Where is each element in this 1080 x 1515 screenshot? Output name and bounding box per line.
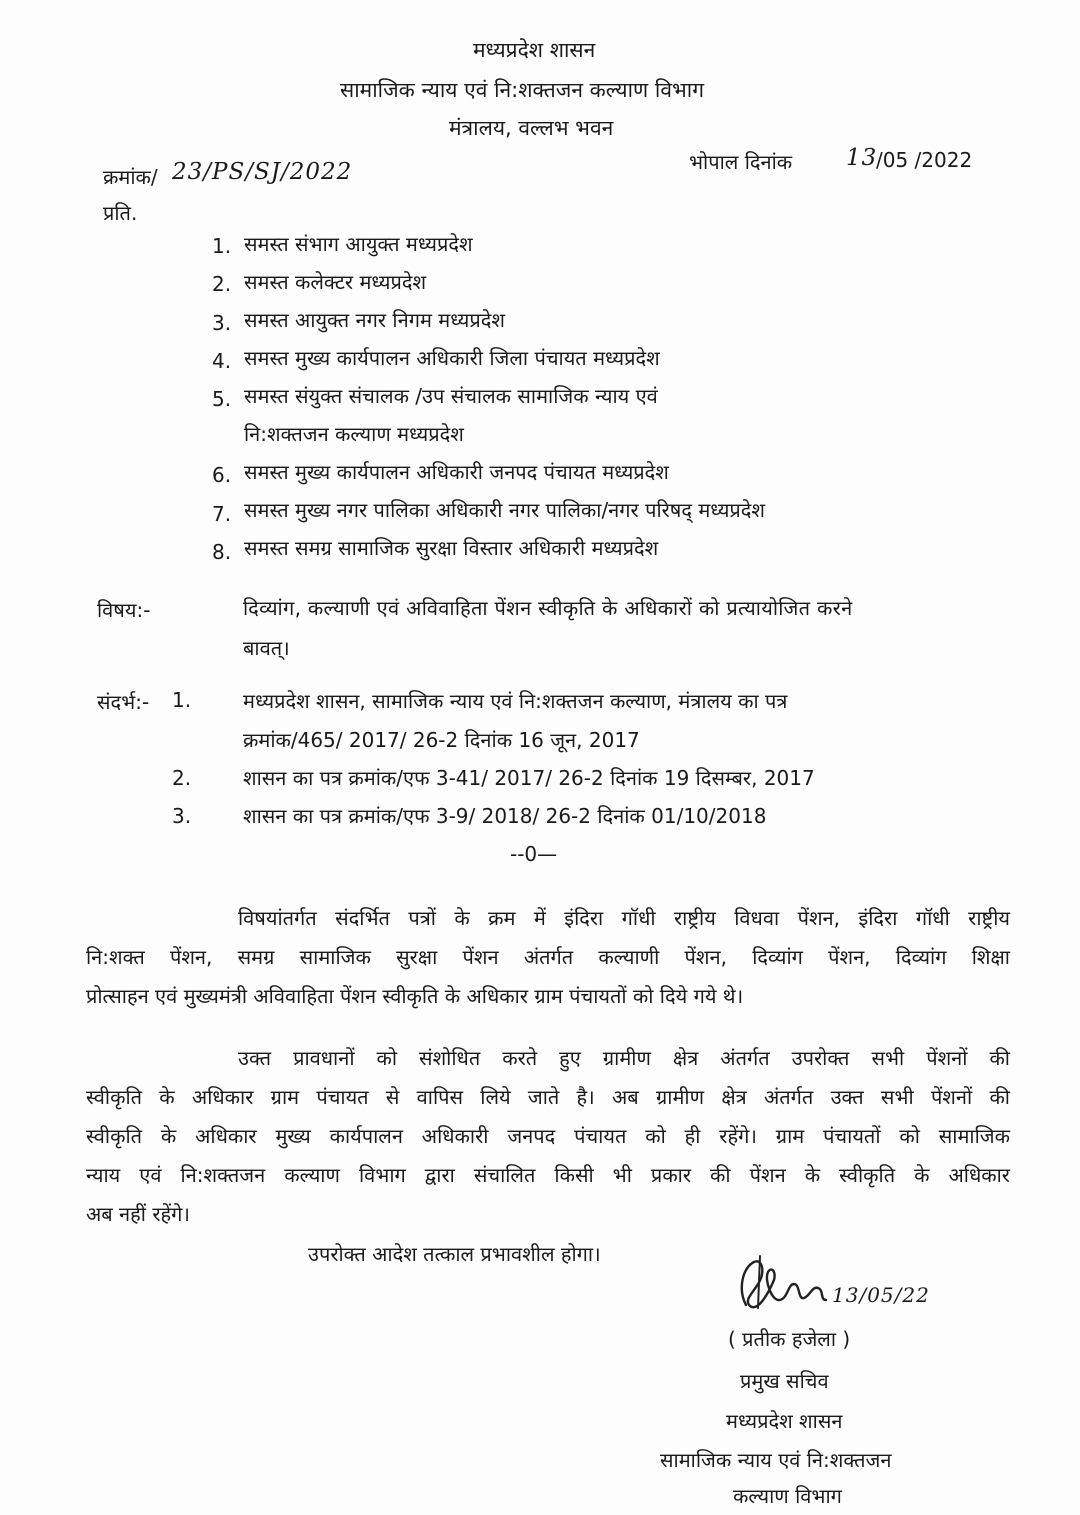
body-paragraph-2-line-5: अब नहीं रहेंगे। bbox=[86, 1202, 190, 1226]
recipient-text: समस्त आयुक्त नगर निगम मध्यप्रदेश bbox=[244, 308, 505, 332]
recipient-number: 6. bbox=[212, 463, 232, 487]
ref-number-label: क्रमांक/ bbox=[103, 165, 158, 189]
recipient-number: 2. bbox=[212, 272, 232, 296]
recipient-text: समस्त मुख्य कार्यपालन अधिकारी जनपद पंचायत मध्यप्रदेश bbox=[244, 460, 669, 484]
recipient-text: समस्त मुख्य नगर पालिका अधिकारी नगर पालिका/नगर परिषद् मध्यप्रदेश bbox=[244, 498, 766, 522]
body-paragraph-2-line-4: न्याय एवं नि:शक्तजन कल्याण विभाग द्वारा संचालित किसी भी प्रकार की पेंशन के स्वीकृति के अधिकार bbox=[86, 1163, 1010, 1187]
date-day-handwritten: 13 bbox=[846, 145, 878, 171]
recipient-text: समस्त समग्र सामाजिक सुरक्षा विस्तार अधिकारी मध्यप्रदेश bbox=[244, 536, 659, 560]
body-paragraph-2-line-1: उक्त प्रावधानों को संशोधित करते हुए ग्रामीण क्षेत्र अंतर्गत उपरोक्त सभी पेंशनों की bbox=[238, 1046, 1010, 1070]
body-paragraph-2-line-3: स्वीकृति के अधिकार मुख्य कार्यपालन अधिकारी जनपद पंचायत को ही रहेंगे। ग्राम पंचायतों को सामाजिक bbox=[86, 1124, 1010, 1148]
body-paragraph-1-line-2: नि:शक्त पेंशन, समग्र सामाजिक सुरक्षा पेंशन अंतर्गत कल्याणी पेंशन, दिव्यांग पेंशन, दिव्यांग शिक्षा bbox=[86, 945, 1010, 969]
place-date-label: भोपाल दिनांक bbox=[689, 150, 793, 174]
recipient-number: 7. bbox=[212, 502, 232, 526]
body-paragraph-3: उपरोक्त आदेश तत्काल प्रभावशील होगा। bbox=[308, 1242, 601, 1266]
recipient-number: 5. bbox=[212, 387, 232, 411]
recipient-text-continued: नि:शक्तजन कल्याण मध्यप्रदेश bbox=[244, 422, 464, 446]
body-paragraph-1-line-1: विषयांतर्गत संदर्भित पत्रों के क्रम में इंदिरा गॉधी राष्ट्रीय विधवा पेंशन, इंदिरा गॉधी राष्ट्रीय bbox=[238, 906, 1010, 930]
reference-number: 3. bbox=[172, 804, 192, 828]
recipient-text: समस्त मुख्य कार्यपालन अधिकारी जिला पंचायत मध्यप्रदेश bbox=[244, 346, 660, 370]
recipient-number: 3. bbox=[212, 311, 232, 335]
references-label: संदर्भ:- bbox=[97, 690, 150, 714]
to-label: प्रति. bbox=[103, 201, 138, 225]
subject-line-1: दिव्यांग, कल्याणी एवं अविवाहिता पेंशन स्वीकृति के अधिकारों को प्रत्यायोजित करने bbox=[243, 596, 853, 620]
reference-text: शासन का पत्र क्रमांक/एफ 3-41/ 2017/ 26-2 दिनांक 19 दिसम्बर, 2017 bbox=[243, 766, 815, 790]
signatory-org-line-1: मध्यप्रदेश शासन bbox=[726, 1409, 843, 1433]
subject-label: विषय:- bbox=[97, 598, 151, 622]
reference-number: 1. bbox=[172, 688, 192, 712]
body-paragraph-1-line-3: प्रोत्साहन एवं मुख्यमंत्री अविवाहिता पेंशन स्वीकृति के अधिकार ग्राम पंचायतों को दिये गये थे। bbox=[86, 984, 744, 1008]
recipient-number: 1. bbox=[212, 234, 232, 258]
reference-text: मध्यप्रदेश शासन, सामाजिक न्याय एवं नि:शक्तजन कल्याण, मंत्रालय का पत्र bbox=[243, 689, 788, 713]
recipient-text: समस्त कलेक्टर मध्यप्रदेश bbox=[244, 270, 427, 294]
ref-number-handwritten: 23/PS/SJ/2022 bbox=[172, 159, 353, 185]
signature-date-handwritten: 13/05/22 bbox=[832, 1283, 930, 1307]
signatory-designation: प्रमुख सचिव bbox=[740, 1369, 829, 1393]
signatory-org-line-2: सामाजिक न्याय एवं नि:शक्तजन bbox=[660, 1448, 892, 1472]
recipient-text: समस्त संभाग आयुक्त मध्यप्रदेश bbox=[244, 232, 473, 256]
recipient-number: 8. bbox=[212, 540, 232, 564]
section-separator: --0— bbox=[510, 842, 558, 866]
recipient-number: 4. bbox=[212, 349, 232, 373]
subject-line-2: बावत्। bbox=[243, 636, 290, 660]
reference-text-continued: क्रमांक/465/ 2017/ 26-2 दिनांक 16 जून, 2017 bbox=[243, 728, 640, 752]
recipient-text: समस्त संयुक्त संचालक /उप संचालक सामाजिक न्याय एवं bbox=[244, 384, 658, 408]
signatory-org-line-3: कल्याण विभाग bbox=[733, 1484, 842, 1508]
reference-text: शासन का पत्र क्रमांक/एफ 3-9/ 2018/ 26-2 दिनांक 01/10/2018 bbox=[243, 804, 767, 828]
header-department: सामाजिक न्याय एवं नि:शक्तजन कल्याण विभाग bbox=[340, 78, 705, 102]
header-government: मध्यप्रदेश शासन bbox=[473, 38, 596, 62]
header-ministry: मंत्रालय, वल्लभ भवन bbox=[449, 116, 614, 140]
signatory-name: ( प्रतीक हजेला ) bbox=[728, 1327, 851, 1351]
date-month-year: /05 /2022 bbox=[876, 148, 973, 172]
reference-number: 2. bbox=[172, 766, 192, 790]
body-paragraph-2-line-2: स्वीकृति के अधिकार ग्राम पंचायत से वापिस लिये जाते है। अब ग्रामीण क्षेत्र अंतर्गत उक्त सभी पेंशनों की bbox=[86, 1085, 1010, 1109]
